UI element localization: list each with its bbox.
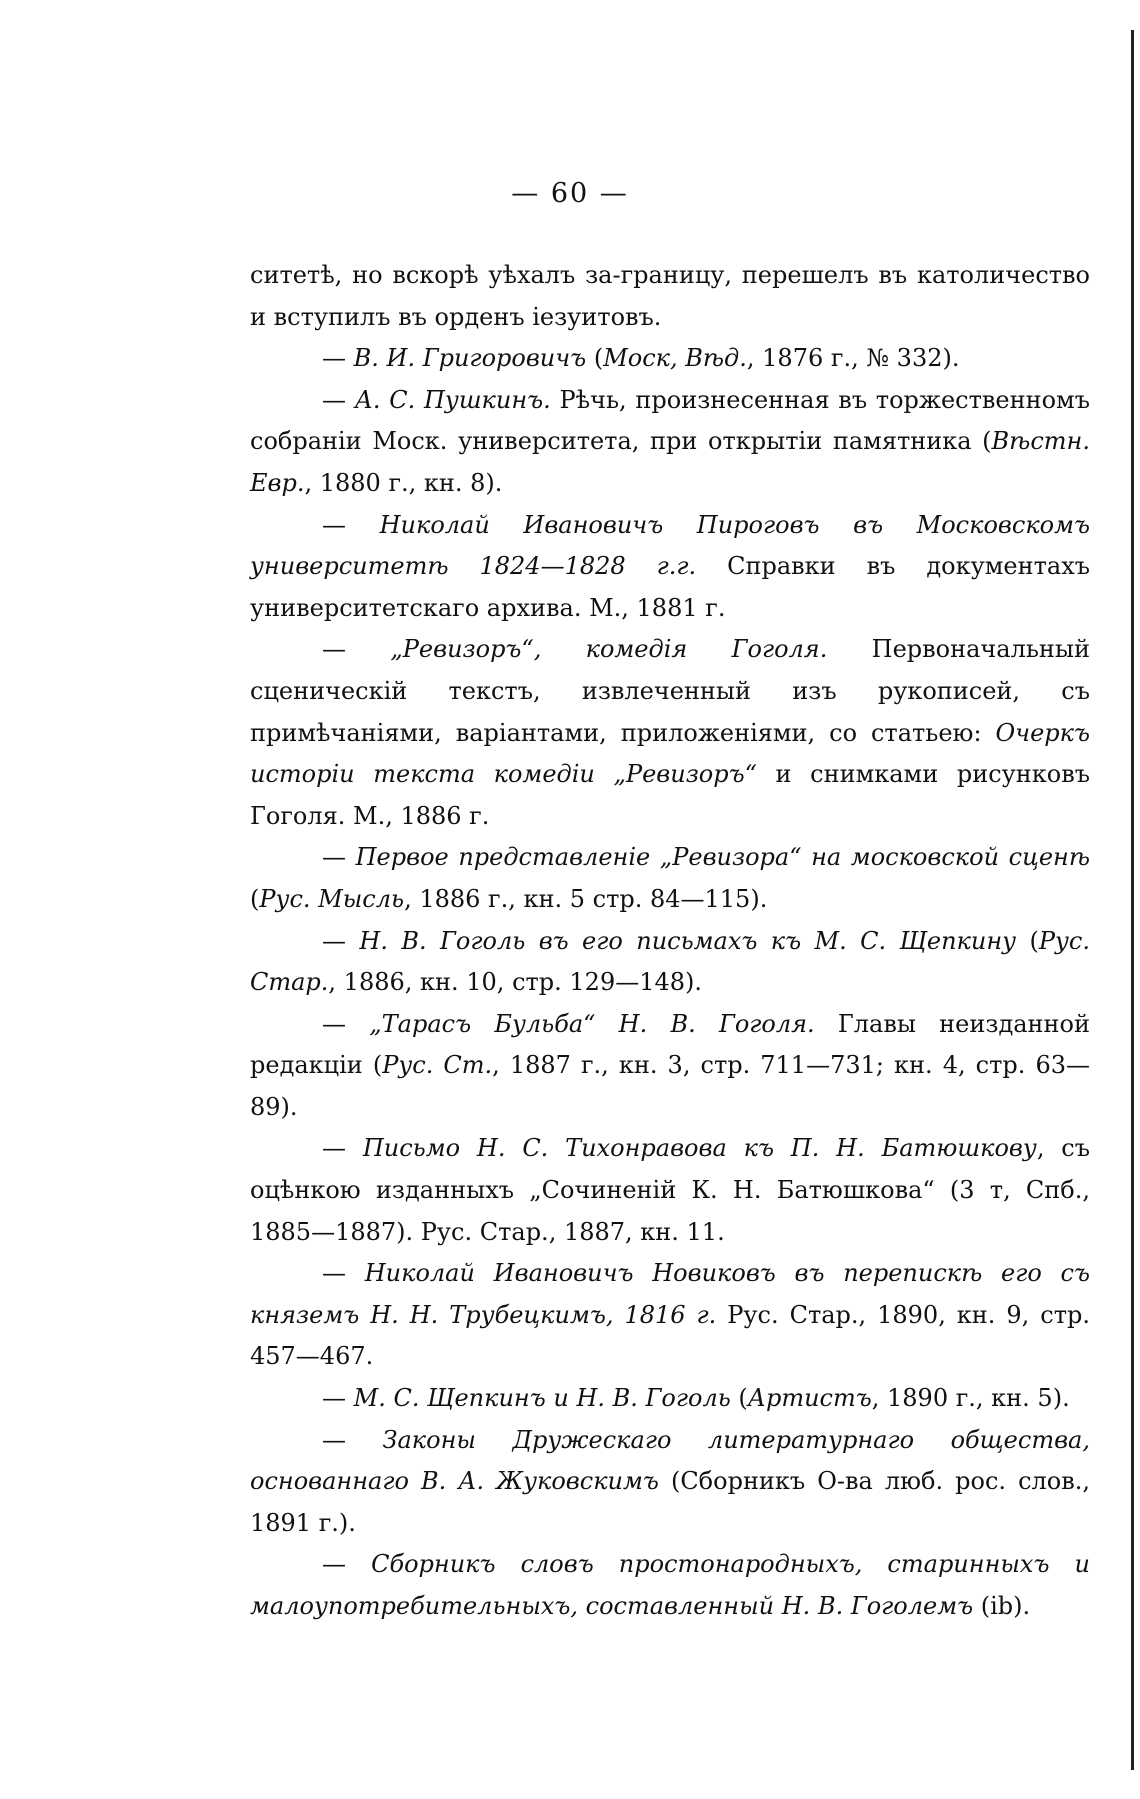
entry-text: — <box>322 635 391 664</box>
entry-italic-text: Вѣстн. Евр. <box>250 427 1090 497</box>
bibliography-entry <box>250 1544 1090 1627</box>
entry-italic-text: Рус. Стар. <box>250 926 1090 997</box>
entry-text: — <box>322 385 355 414</box>
entry-italic-text: Николай Ивановичъ Новиковъ въ перепискѣ его съ княземъ Н. Н. Трубецкимъ, 1816 г. <box>250 1259 1090 1329</box>
entry-text: , 1880 г., кн. 8). <box>304 468 503 497</box>
entry-text: Главы неизданной редакціи ( <box>250 1009 1090 1080</box>
bibliography-entry <box>250 629 1090 837</box>
entry-text: — <box>322 510 380 539</box>
entry-text: — <box>322 926 360 955</box>
entry-text: ( <box>586 344 604 373</box>
bibliography-entry <box>250 338 1090 380</box>
entry-text: , 1887 г., кн. 3, стр. 711—731; кн. 4, стр. 63—89). <box>250 1051 1090 1121</box>
entry-italic-text: М. С. Щепкинъ и Н. В. Гоголь <box>353 1384 731 1413</box>
entry-text: — <box>322 1134 363 1163</box>
entry-text: — <box>322 843 356 872</box>
entry-italic-text: Первое представленіе „Ревизора“ на московской сценѣ <box>355 843 1090 872</box>
entry-text: ситетѣ, но вскорѣ уѣхалъ за-границу, перешелъ въ католичество и вступилъ въ орденъ іезуитовъ. <box>250 261 1090 331</box>
bibliography-entry <box>250 1420 1090 1545</box>
bibliography-entry <box>250 380 1090 505</box>
entry-text: , съ оцѣнкою изданныхъ „Сочиненій К. Н. Батюшкова“ (3 т, Спб., 1885—1887). Рус. Стар., 1887, кн. 11. <box>250 1134 1090 1246</box>
entry-italic-text: А. С. Пушкинъ. <box>354 385 551 414</box>
entry-italic-text: Н. В. Гоголь въ его письмахъ къ М. С. Щепкину <box>359 926 1017 955</box>
bibliography-entry <box>250 837 1090 920</box>
entry-italic-text: Рус. Мысль <box>259 884 405 913</box>
bibliography-entry <box>250 921 1090 1004</box>
entry-text: (Сборникъ О-ва люб. рос. слов., 1891 г.). <box>250 1467 1090 1537</box>
entry-text: — <box>322 1009 370 1038</box>
entry-text: — <box>322 1425 383 1454</box>
page-number: — 60 — <box>511 178 629 209</box>
entry-text: (ib). <box>973 1592 1031 1620</box>
bibliography-entry <box>250 1128 1090 1253</box>
entry-text: ( <box>1016 926 1039 955</box>
entry-text: , 1890 г., кн. 5). <box>871 1384 1070 1413</box>
entry-italic-text: Очеркъ исторіи текста комедіи „Ревизоръ“ <box>250 718 1090 789</box>
entry-italic-text: „Ревизоръ“, комедія Гоголя. <box>390 635 828 664</box>
entry-italic-text: Рус. Ст. <box>382 1051 493 1080</box>
entry-text: Первоначальный сценическій текстъ, извлеченный изъ рукописей, съ примѣчаніями, варіантами, приложеніями, со статьею: <box>250 635 1090 747</box>
entry-italic-text: Законы Дружескаго литературнаго общества, основаннаго В. А. Жуковскимъ <box>250 1425 1090 1496</box>
bibliography-entry <box>250 1253 1090 1378</box>
entry-text: Рус. Стар., 1890, кн. 9, стр. 457—467. <box>250 1300 1091 1371</box>
entry-text: , 1886, кн. 10, стр. 129—148). <box>328 968 703 997</box>
entry-text: , 1886 г., кн. 5 стр. 84—115). <box>404 884 768 913</box>
entry-text: ( <box>250 884 260 913</box>
entry-text: и снимками рисунковъ Гоголя. М., 1886 г. <box>250 760 1090 830</box>
entry-text: ( <box>730 1384 748 1413</box>
bibliography-text <box>250 255 1090 1628</box>
entry-text: — <box>322 344 354 373</box>
entry-text: Справки въ документахъ университетскаго архива. М., 1881 г. <box>250 552 1090 622</box>
entry-italic-text: Николай Ивановичъ Пироговъ въ Московскомъ университетѣ 1824—1828 г.г. <box>250 510 1090 581</box>
entry-italic-text: Моск, Вѣд. <box>603 344 747 373</box>
entry-text: — <box>322 1259 365 1288</box>
entry-text: — <box>322 1550 372 1579</box>
page-edge-rule <box>1131 30 1134 1770</box>
entry-text: Рѣчь, произнесенная въ торжественномъ собраніи Моск. университета, при открытіи памятника ( <box>250 385 1090 456</box>
bibliography-entry <box>250 505 1090 630</box>
entry-italic-text: В. И. Григоровичъ <box>353 344 587 373</box>
bibliography-entry <box>250 1004 1090 1129</box>
entry-italic-text: Письмо Н. С. Тихонравова къ П. Н. Батюшкову <box>362 1134 1037 1163</box>
entry-italic-text: Артистъ <box>747 1384 872 1413</box>
entry-text: — <box>322 1384 354 1413</box>
entry-italic-text: „Тарасъ Бульба“ Н. В. Гоголя. <box>369 1009 815 1038</box>
entry-italic-text: Сборникъ словъ простонародныхъ, старинныхъ и малоупотребительныхъ, составленный Н. В. Гоголемъ <box>250 1550 1090 1620</box>
bibliography-entry <box>250 1378 1090 1420</box>
entry-text: , 1876 г., № 332). <box>746 344 960 373</box>
bibliography-entry <box>250 255 1090 338</box>
